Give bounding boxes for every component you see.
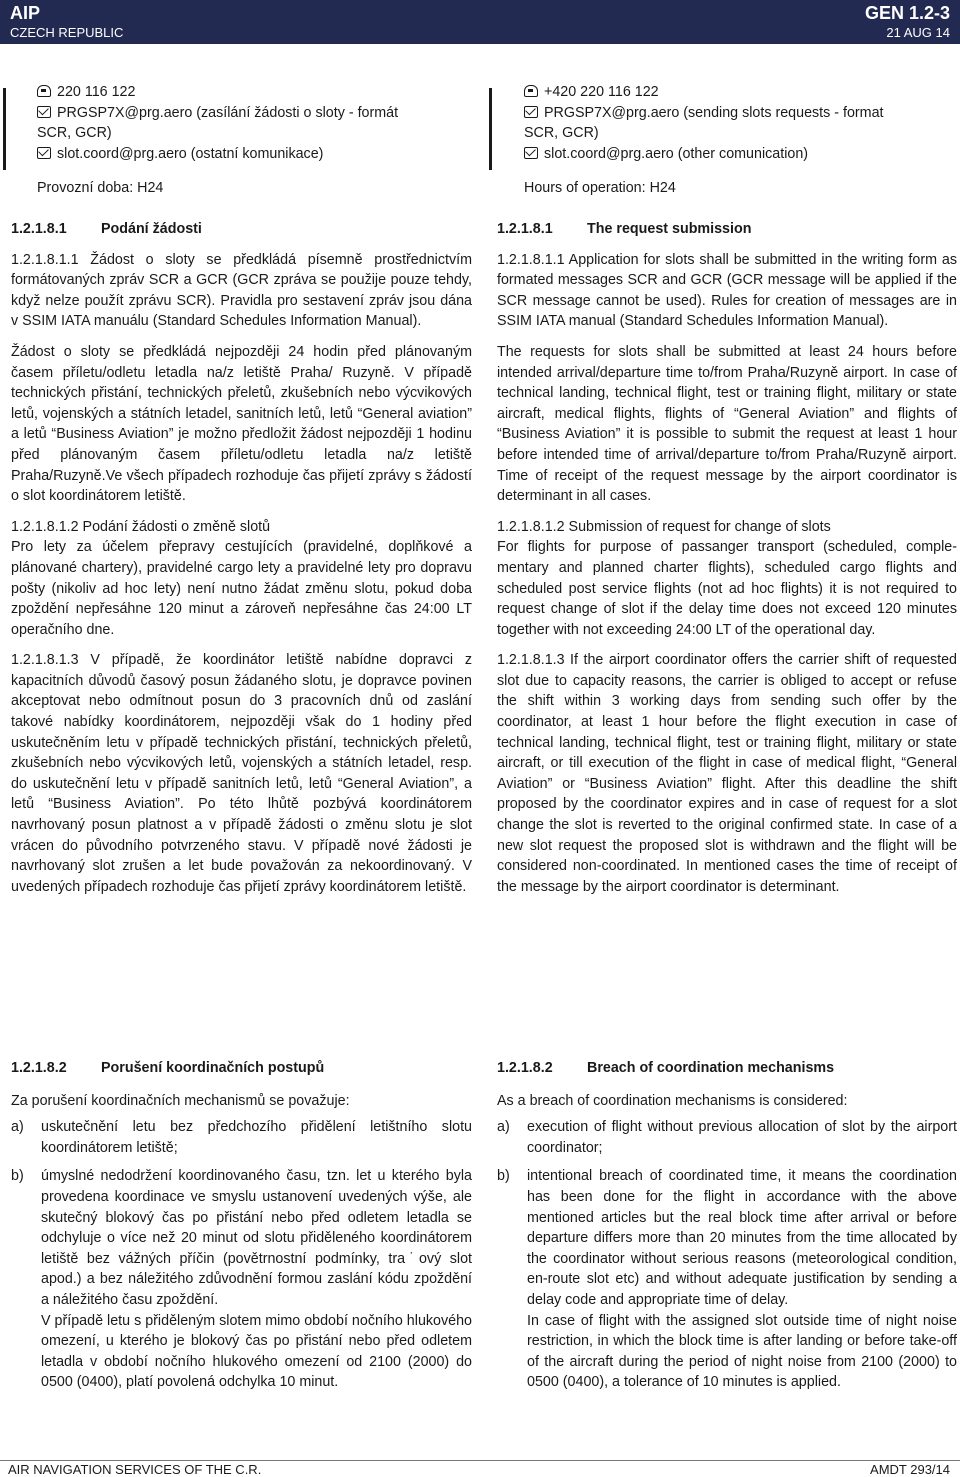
- header-bar: [0, 0, 960, 44]
- paragraph: As a breach of coordination mechanisms is considered:: [497, 1092, 848, 1109]
- email-line: slot.coord@prg.aero (other comunication): [524, 144, 960, 165]
- column-en-top: [497, 219, 957, 907]
- paragraph: 1.2.1.8.1.3 V případě, že koordinátor letiště nabídne dopravci z kapacitních důvodů časový posun žádaného slotu, je dopravce povinen akceptovat nebo odmítnout posun do 3 pracovních dnů od zaslání takové nabídky koordinátorem, nejpozději však do 1 hodiny před uskutečněním letu v případě technických přistání, technických přeletů, zkušebních nebo výcvikových letů, vojenských a státních letadel, resp. do uskutečnění letu v případě sanitních letů, letů “General Aviation”, a letů “Business Aviation”. Po této lhůtě pozbývá koordinátorem navrhovaný posun platnost a v případě žádosti o změnu slotu je slot vrácen do původního potvrzeného stavu. V případě nové žádosti je navrhovaný slot zrušen a let bude považován za nekoordinovaný. V uvedených případech rozhoduje čas přijetí zprávy koordinátorem letiště.: [11, 652, 472, 895]
- footer-publisher: AIR NAVIGATION SERVICES OF THE C.R.: [8, 1462, 262, 1477]
- header-left: [10, 2, 123, 42]
- paragraph: The requests for slots shall be submitted at least 24 hours before intended arrival/departure time to/from Praha/Ruzyně airport. In case of technical landing, technical flight, test or training flight, military or state aircraft, medical flights, flights of “General Aviation” and flights of “Business Aviation” it is possible to submit the request at least 1 hour before intended time of arrival/departure to/from Praha/Ruzyně airport. Time of receipt of the request message by the airport coordinator is determinant in all cases.: [497, 343, 957, 505]
- mail-icon: [524, 147, 538, 159]
- email-line-cont: SCR, GCR): [37, 125, 112, 142]
- paragraph: Pro lety za účelem přepravy cestujících (pravidelné, doplňkové a plánované chartery), pravidelné cargo lety a pravidelné lety pro dopravu pošty (nikoliv ad hoc lety) není nutno žádat změnu slotu, pokud doba zpoždění nepřesáhne 120 minut a zároveň nepřesáhne čas 24:00 LT operačního dne.: [11, 539, 472, 638]
- section-heading: 1.2.1.8.2 Porušení koordinačních postupů: [11, 1060, 325, 1076]
- mail-icon: [37, 106, 51, 118]
- mail-icon: [524, 106, 538, 118]
- email-line: PRGSP7X@prg.aero (sending slots requests - format: [524, 103, 960, 124]
- paragraph: Za porušení koordinačních mechanismů se považuje:: [11, 1092, 350, 1109]
- subsection-heading: 1.2.1.8.1.2 Submission of request for change of slots: [497, 518, 831, 535]
- footer-rule: [0, 1460, 960, 1461]
- paragraph: 1.2.1.8.1.3 If the airport coordinator offers the carrier shift of requested slot due to capacity reasons, the carrier is obliged to accept or refuse the shift within 3 working days from sending such offer by the coordinator, at least 1 hour before the flight execution in case of technical landing, technical flight, test or training flight, military or state aircraft, or till execution of the flight in case of medical flight, “General Aviation” or “Business Aviation” flight. After this deadline the shift proposed by the coordinator expires and in case of request for a slot change the slot is reverted to the original confirmed state. In case of a new slot request the proposed slot is withdrawn and the flight will be considered non-coordinated. In mentioned cases the time of receipt of the message by the airport coordinator is determinant.: [497, 652, 957, 895]
- contact-block-cz: [37, 82, 477, 199]
- page-number: GEN 1.2-3: [864, 3, 950, 23]
- paragraph: 1.2.1.8.1.1 Application for slots shall be submitted in the writing form as formated messages SCR and GCR (GCR message will be applied if the SCR message cannot be used). Rules for creation of messages are in SSIM IATA manual (Standard Schedules Information Manual).: [497, 251, 957, 330]
- doc-title: AIP: [10, 3, 41, 23]
- phone-line: +420 220 116 122: [524, 82, 960, 103]
- breach-list: [11, 1117, 472, 1393]
- email-line-cont: SCR, GCR): [524, 125, 599, 142]
- contact-block-en: [524, 82, 960, 199]
- paragraph: Žádost o sloty se předkládá nejpozději 24 hodin před plánovaným časem příletu/odletu letadla na/z letiště Praha/ Ruzyně. V případě technických přistání, technických přeletů, zkušebních nebo výcvikových letů, vojenských a státních letadel, sanitních letů, letů “General aviation” a letů “Business Aviation” je možno předložit žádost nejpozději 1 hodinu před plánovaným časem příletu/odletu letadla na/z letiště Praha/Ruzyně.Ve všech případech rozhoduje čas přijetí zprávy s žádostí o slot koordinátorem letiště.: [11, 343, 472, 505]
- phone-icon: [37, 85, 51, 97]
- change-bar-right: [489, 88, 492, 170]
- footer-amendment: AMDT 293/14: [870, 1462, 950, 1477]
- phone-line: 220 116 122: [37, 82, 477, 103]
- paragraph: 1.2.1.8.1.1 Žádost o sloty se předkládá písemně prostřednictvím formátovaných zpráv SCR a GCR (GCR zpráva se použije pouze tehdy, když nelze použít zprávu SCR). Pravidla pro sestavení zpráv jsou dána v SSIM IATA manuálu (Standard Schedules Information Manual).: [11, 251, 472, 330]
- list-item: a) execution of flight without previous allocation of slot by the airport coordinator;: [497, 1119, 957, 1156]
- operating-hours: Hours of operation: H24: [524, 180, 676, 197]
- column-en-bottom: [497, 1058, 957, 1401]
- section-heading: 1.2.1.8.1 Podání žádosti: [11, 221, 202, 237]
- column-cz-top: [11, 219, 472, 907]
- subsection-heading: 1.2.1.8.1.2 Podání žádosti o změně slotů: [11, 518, 271, 535]
- operating-hours: Provozní doba: H24: [37, 180, 164, 197]
- section-heading: 1.2.1.8.1 The request submission: [497, 221, 752, 237]
- email-line: PRGSP7X@prg.aero (zasílání žádosti o sloty - formát: [37, 103, 477, 124]
- column-cz-bottom: [11, 1058, 472, 1401]
- list-item: a) uskutečnění letu bez předchozího přidělení letištního slotu koordinátorem letiště;: [11, 1119, 472, 1156]
- list-item: b) úmyslné nedodržení koordinovaného času, tzn. let u kterého byla provedena koordinace ve smyslu ustanovení uvedených výše, ale skutečný blokový čas po přistání nebo před odletem letadla se odchyluje o více než 20 minut od slotu přiděleného koordinátorem letiště bez vážných příčin (povětrnostní podmínky, tra˙ový slot apod.) a bez náležitého zdůvodnění formou zaslání kódu zpoždění a náležitého času zpoždění. V případě letu s přiděleným slotem mimo období nočního hlukového omezení, u kterého je blokový čas po přistání nebo před odletem letadla v období nočního hlukového omezení od 2100 (2000) do 0500 (0400), platí povolená odchylka 10 minut.: [11, 1168, 472, 1391]
- change-bar-left: [3, 88, 6, 170]
- list-item: b) intentional breach of coordinated time, it means the coordination has been done for the flight in accordance with the above mentioned articles but the real block time after arrival or before departure differs more than 20 minutes from the time allocated by the coordinator without serious reasons (meteorological condition, en-route slot etc) and without adequate justification by sending a delay code and appropriate time of delay. In case of flight with the assigned slot outside time of night noise restriction, in which the block time is after landing or before take-off of the aircraft during the period of night noise from 2100 (2000) to 0500 (0400), a tolerance of 10 minutes is applied.: [497, 1168, 957, 1391]
- header-right: [865, 2, 950, 42]
- breach-list: [497, 1117, 957, 1393]
- section-heading: 1.2.1.8.2 Breach of coordination mechanisms: [497, 1060, 835, 1076]
- phone-icon: [524, 85, 538, 97]
- country-label: CZECH REPUBLIC: [10, 25, 124, 40]
- mail-icon: [37, 147, 51, 159]
- effective-date: 21 AUG 14: [886, 25, 950, 40]
- paragraph: For flights for purpose of passanger transport (scheduled, comple-mentary and planned charter flights), scheduled cargo flights and scheduled post service flights (not ad hoc flights) it is not required to request change of slot if the delay time does not exceed 120 minutes together with not exceeding 24:00 LT of the operational day.: [497, 539, 957, 638]
- email-line: slot.coord@prg.aero (ostatní komunikace): [37, 144, 477, 165]
